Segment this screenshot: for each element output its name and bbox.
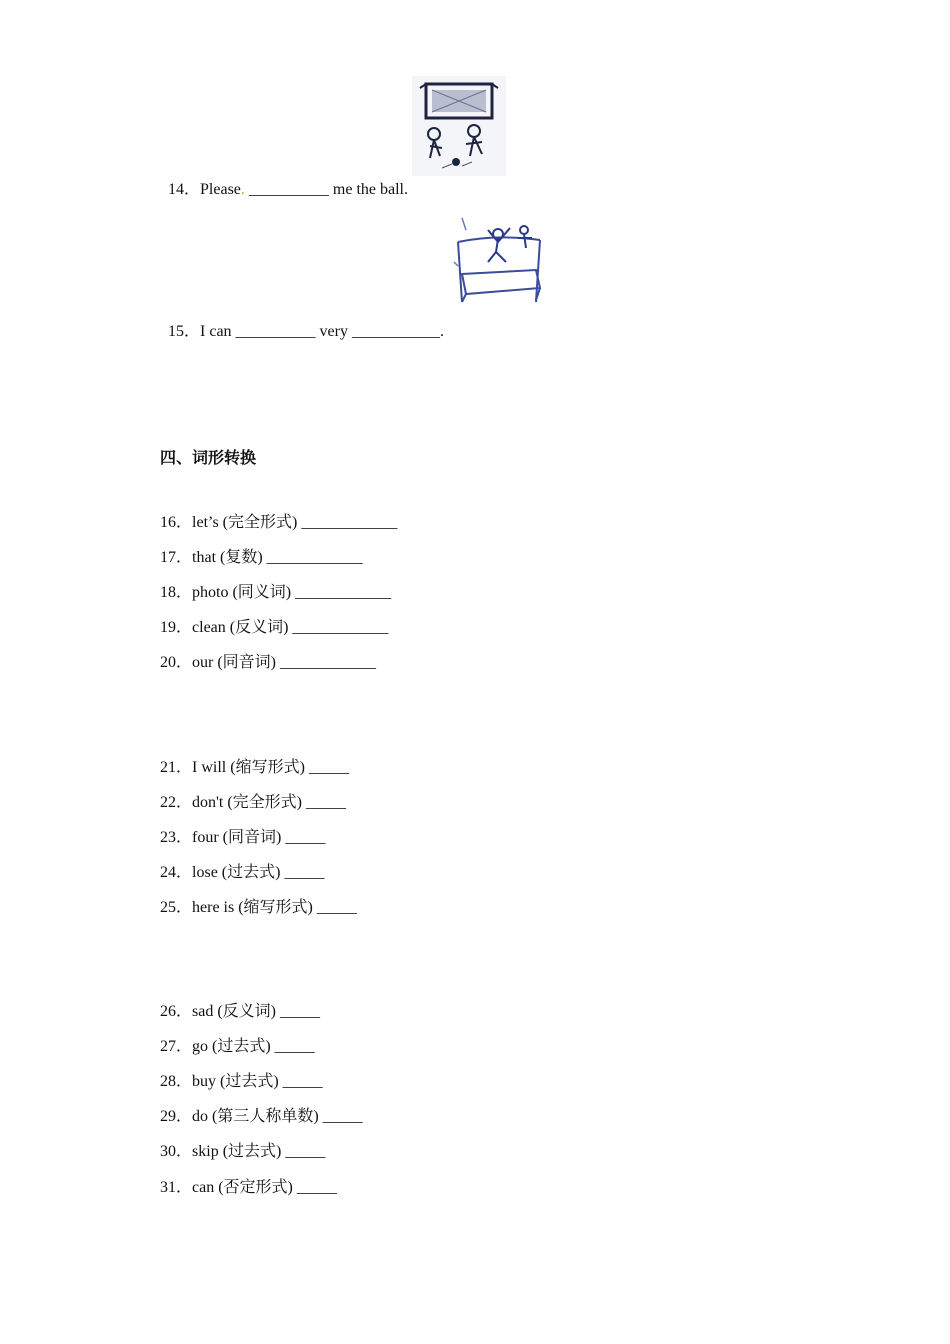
question-23 (160, 828, 325, 848)
question-number: 28． (160, 1073, 193, 1090)
question-number: 25． (160, 899, 193, 916)
question-15 (160, 302, 444, 342)
question-30 (160, 1142, 325, 1162)
answer-blank: ___________. (351, 323, 444, 340)
question-text: I can (200, 323, 236, 340)
question-text: our (同音词) ____________ (192, 654, 377, 671)
question-number: 15． (168, 323, 201, 340)
question-text: four (同音词) _____ (192, 829, 326, 846)
question-number: 27． (160, 1038, 193, 1055)
question-text: photo (同义词) ____________ (192, 584, 392, 601)
question-31 (160, 1178, 337, 1198)
question-text: that (复数) ____________ (192, 549, 363, 566)
question-number: 19． (160, 619, 193, 636)
question-21 (160, 758, 349, 778)
question-text: Please (200, 181, 241, 198)
question-22 (160, 793, 346, 813)
question-text: here is (缩写形式) _____ (192, 899, 357, 916)
question-number: 20． (160, 654, 193, 671)
question-number: 24． (160, 864, 193, 881)
question-text: buy (过去式) _____ (192, 1073, 323, 1090)
question-number: 14． (168, 181, 201, 198)
question-19 (160, 618, 388, 638)
question-text: let’s (完全形式) ____________ (192, 514, 398, 531)
question-text: do (第三人称单数) _____ (192, 1108, 363, 1125)
mark: . (240, 181, 245, 198)
question-text: very (315, 323, 352, 340)
question-text: clean (反义词) ____________ (192, 619, 389, 636)
question-14 (160, 160, 408, 200)
question-16 (160, 513, 397, 533)
bed-sketch-icon (448, 212, 550, 306)
question-text: don't (完全形式) _____ (192, 794, 347, 811)
section-heading: 四、词形转换 (160, 448, 257, 467)
goal-and-ball-sketch-icon (412, 76, 506, 176)
question-number: 16． (160, 514, 193, 531)
question-number: 29． (160, 1108, 193, 1125)
question-number: 31． (160, 1179, 193, 1196)
question-17 (160, 548, 363, 568)
answer-blank: __________ (235, 323, 316, 340)
question-27 (160, 1037, 315, 1057)
question-text: lose (过去式) _____ (192, 864, 325, 881)
question-number: 21． (160, 759, 193, 776)
question-number: 23． (160, 829, 193, 846)
question-text: can (否定形式) _____ (192, 1179, 337, 1196)
question-number: 18． (160, 584, 193, 601)
question-number: 30． (160, 1143, 193, 1160)
question-29 (160, 1107, 363, 1127)
question-20 (160, 653, 376, 673)
question-26 (160, 1002, 320, 1022)
question-number: 22． (160, 794, 193, 811)
question-text: go (过去式) _____ (192, 1038, 315, 1055)
question-28 (160, 1072, 323, 1092)
question-text: me the ball. (332, 181, 408, 198)
question-text: sad (反义词) _____ (192, 1003, 321, 1020)
question-text: skip (过去式) _____ (192, 1143, 326, 1160)
answer-blank: __________ (244, 181, 333, 198)
question-number: 17． (160, 549, 193, 566)
question-text: I will (缩写形式) _____ (192, 759, 349, 776)
question-24 (160, 863, 324, 883)
question-18 (160, 583, 391, 603)
question-25 (160, 898, 357, 918)
question-number: 26． (160, 1003, 193, 1020)
